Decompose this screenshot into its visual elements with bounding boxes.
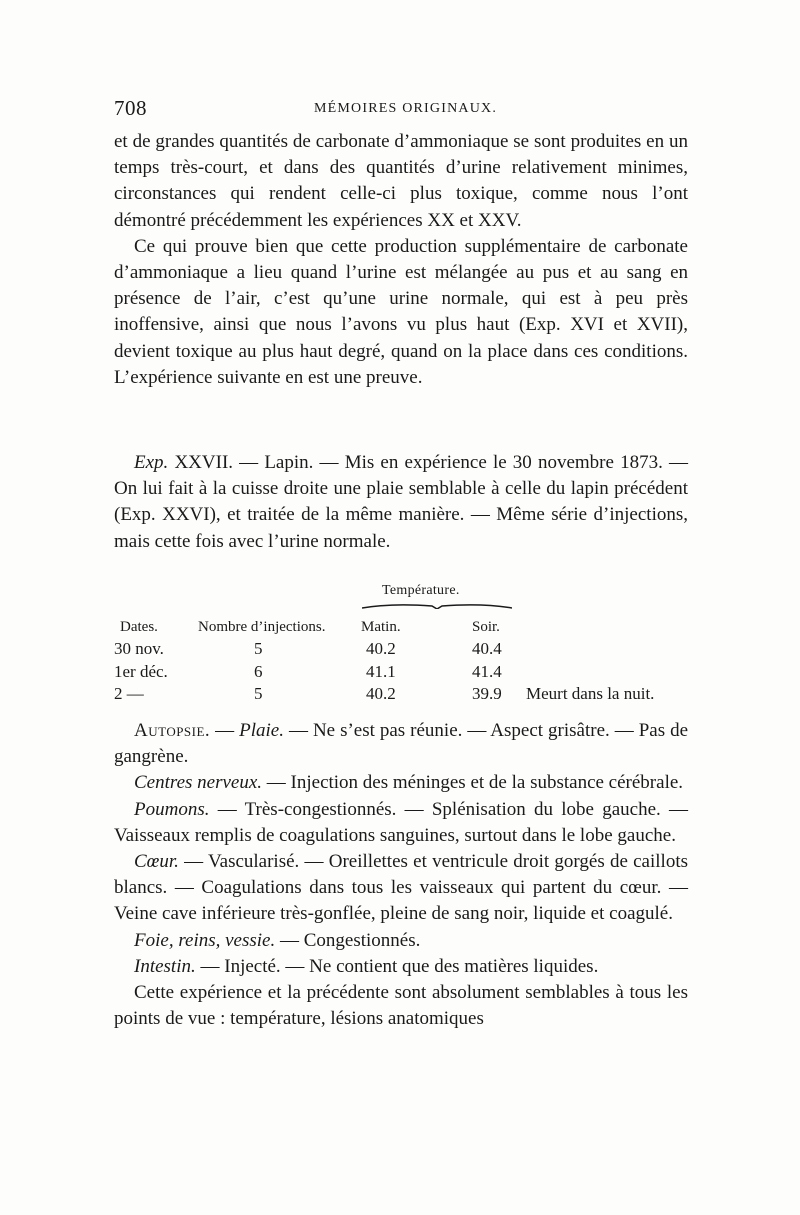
cell-matin: 40.2: [366, 639, 396, 658]
paragraph-block-intro: [114, 129, 688, 391]
autopsy-title: Autopsie.: [134, 720, 211, 741]
header-dates: Dates.: [120, 619, 158, 635]
intestin-label: Intestin.: [134, 955, 196, 977]
autopsy-plaie: Autopsie. — Plaie. — Ne s’est pas réunie. — Aspect grisâtre. — Pas de gangrène.: [114, 720, 689, 768]
foie-text: — Congestionnés.: [275, 929, 421, 951]
experiment-text: XXVII. — Lapin. — Mis en expérience le 30 novembre 1873. — On lui fait à la cuisse droite une plaie semblable à celle du lapin précédent (Exp. XXVI), et traitée de la même manière. — Même série d’injections, mais cette fois avec l’urine normale.: [114, 452, 688, 552]
cell-injections: 5: [254, 639, 263, 658]
autopsy-block: [114, 718, 688, 1032]
header-matin: Matin.: [361, 619, 401, 635]
intestin-text: — Injecté. — Ne contient que des matières liquides.: [195, 955, 599, 977]
conclusion-paragraph: Cette expérience et la précédente sont absolument semblables à tous les points de vue : température, lésions anatomiques: [114, 982, 688, 1030]
poumons-text: — Très-congestionnés. — Splénisation du lobe gauche. — Vaisseaux remplis de coagulations sanguines, surtout dans le lobe gauche.: [114, 798, 688, 846]
centres-text: — Injection des méninges et de la substance cérébrale.: [262, 772, 684, 794]
header-injections: Nombre d’injections.: [198, 619, 326, 635]
header-soir: Soir.: [472, 619, 500, 635]
poumons-label: Poumons.: [134, 798, 210, 820]
plaie-label: Plaie.: [239, 720, 284, 741]
coeur-text: — Vascularisé. — Oreillettes et ventricule droit gorgés de caillots blancs. — Coagulations dans tous les vaisseaux qui partent du cœur. — Veine cave inférieure très-gonflée, pleine de sang noir, liquide et coagulé.: [114, 851, 688, 925]
experiment-block: [114, 450, 688, 555]
autopsy-foie: [114, 928, 688, 954]
paragraph-1: et de grandes quantités de carbonate d’ammoniaque se sont produites en un temps très-court, et dans des quantités d’urine relativement minimes, circonstances qui rendent celle-ci plus toxique, comme nous l’ont démontré précédemment les expériences XX et XXV.: [114, 131, 688, 231]
experiment-paragraph: [114, 450, 688, 555]
cell-matin: 40.2: [366, 684, 396, 703]
cell-injections: 5: [254, 684, 263, 703]
paragraph-2: Ce qui prouve bien que cette production supplémentaire de carbonate d’ammoniaque a lieu quand l’urine est mélangée au pus et au sang en présence de l’air, c’est qu’une urine normale, qui est à peu près inoffensive, ainsi que nous l’avons vu plus haut (Exp. XVI et XVII), devient toxique au plus haut degré, quand on la place dans ces conditions. L’expérience suivante en est une preuve.: [114, 235, 688, 388]
temperature-group-header: Température.: [382, 583, 460, 598]
cell-date: 2 —: [114, 684, 144, 703]
cell-matin: 41.1: [366, 662, 396, 681]
cell-soir: 39.9: [472, 684, 502, 703]
autopsy-intestin: [114, 954, 688, 980]
table-row: [114, 639, 694, 661]
foie-label: Foie, reins, vessie.: [134, 929, 276, 951]
running-head: MÉMOIRES ORIGINAUX.: [314, 101, 498, 116]
autopsy-poumons: [114, 797, 688, 849]
cell-note: Meurt dans la nuit.: [526, 684, 655, 703]
page-header: [114, 96, 689, 120]
experiment-label: Exp.: [134, 452, 169, 473]
temperature-brace: [362, 603, 512, 609]
page-number: 708: [114, 96, 147, 120]
cell-date: 30 nov.: [114, 639, 164, 658]
coeur-label: Cœur.: [134, 851, 179, 873]
autopsy-coeur: [114, 849, 688, 928]
centres-label: Centres nerveux.: [134, 772, 263, 794]
plaie-text: — Ne s’est pas réunie. — Aspect grisâtre. — Pas de gangrène.: [114, 720, 689, 768]
table-row: [114, 684, 694, 706]
temperature-table: [114, 583, 694, 703]
table-row: [114, 662, 694, 684]
cell-date: 1er déc.: [114, 662, 168, 681]
autopsy-centres: [114, 770, 688, 796]
cell-soir: 41.4: [472, 662, 502, 681]
cell-injections: 6: [254, 662, 263, 681]
cell-soir: 40.4: [472, 639, 502, 658]
